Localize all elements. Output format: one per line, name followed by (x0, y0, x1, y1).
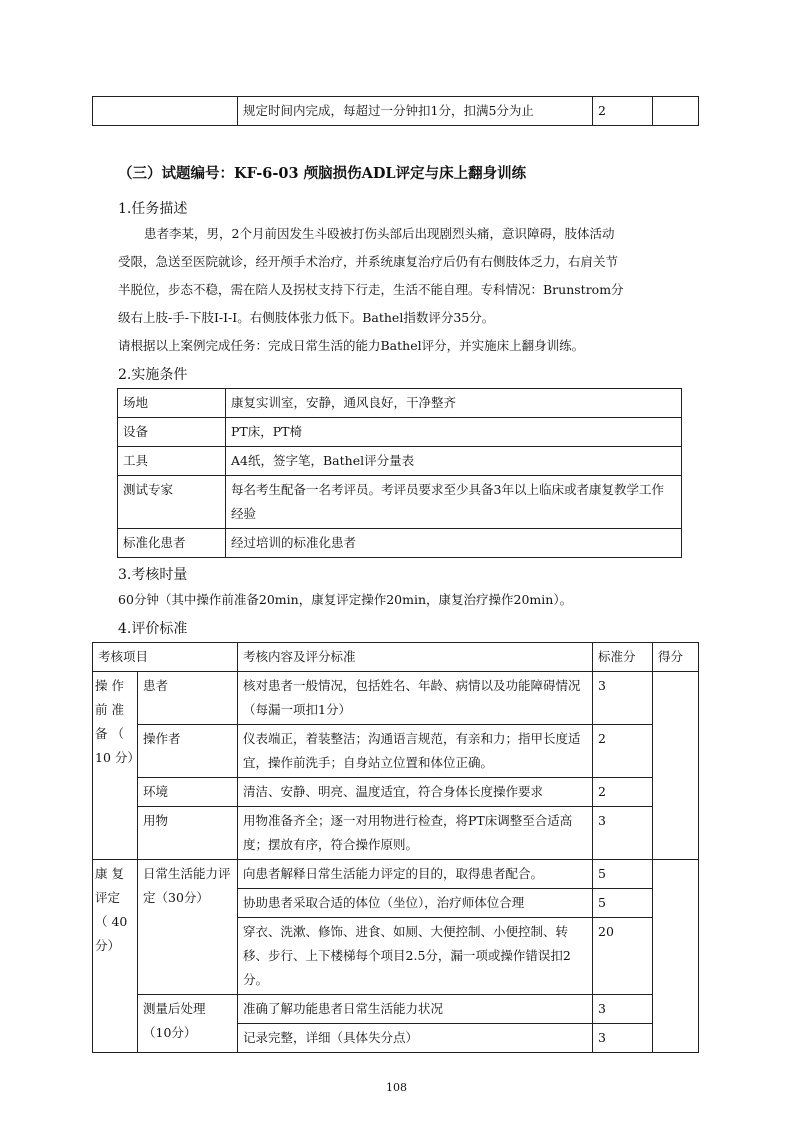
table-row (118, 418, 682, 447)
value-cell: 经过培训的标准化患者 (226, 529, 682, 558)
obtained-score-cell[interactable] (653, 860, 699, 1053)
evaluation-heading: 4.评价标准 (118, 621, 188, 637)
score-cell: 5 (593, 860, 653, 889)
task-line: 级右上肢-手-下肢Ⅰ-Ⅰ-Ⅰ。右侧肢体张力低下。Bathel指数评分35分。 (118, 310, 495, 325)
content-cell: 记录完整，详细（具体失分点） (238, 1024, 593, 1053)
score-cell: 5 (593, 889, 653, 918)
header-cell: 标准分 (593, 643, 653, 672)
duration-heading: 3.考核时量 (118, 567, 188, 583)
score-cell: 3 (593, 995, 653, 1024)
score-cell: 2 (593, 97, 653, 126)
value-cell: 康复实训室，安静，通风良好，干净整齐 (226, 389, 682, 418)
item-cell: 测量后处理（10分） (138, 995, 238, 1053)
empty-cell (93, 97, 238, 126)
content-cell: 用物准备齐全；逐一对用物进行检查，将PT床调整至合适高度；摆放有序，符合操作原则。 (238, 807, 593, 860)
header-cell: 考核项目 (93, 643, 238, 672)
value-cell: A4纸，签字笔，Bathel评分量表 (226, 447, 682, 476)
score-cell: 3 (593, 672, 653, 725)
content-cell: 核对患者一般情况，包括姓名、年龄、病情以及功能障碍情况（每漏一项扣1分） (238, 672, 593, 725)
group-cell: 操 作 前 准 备 （ 10 分） (93, 672, 138, 860)
value-cell: PT床，PT椅 (226, 418, 682, 447)
duration-text: 60分钟（其中操作前准备20min，康复评定操作20min，康复治疗操作20min）。 (118, 592, 573, 607)
content-cell: 准确了解功能患者日常生活能力状况 (238, 995, 593, 1024)
conditions-table (117, 388, 682, 558)
score-cell: 3 (593, 1024, 653, 1053)
label-cell: 测试专家 (118, 476, 226, 529)
table-row (93, 778, 699, 807)
table-row (93, 672, 699, 725)
group-cell: 康 复 评定 （ 40 分） (93, 860, 138, 1053)
page-number: 108 (386, 1081, 407, 1094)
obtained-score-cell[interactable] (653, 672, 699, 860)
label-cell: 设备 (118, 418, 226, 447)
evaluation-table (92, 642, 699, 1053)
table-row (118, 389, 682, 418)
task-line: 半脱位，步态不稳，需在陪人及拐杖支持下行走，生活不能自理。专科情况：Brunstrom分 (118, 282, 624, 297)
table-row (118, 529, 682, 558)
content-cell: 仪表端正，着装整洁；沟通语言规范，有亲和力；指甲长度适宜，操作前洗手；自身站立位置和体位正确。 (238, 725, 593, 778)
task-heading: 1.任务描述 (118, 201, 188, 217)
header-cell: 考核内容及评分标准 (238, 643, 593, 672)
label-cell: 工具 (118, 447, 226, 476)
score-cell: 20 (593, 918, 653, 995)
label-cell: 标准化患者 (118, 529, 226, 558)
task-description (118, 220, 698, 360)
header-row (93, 643, 699, 672)
section-title: （三）试题编号：KF-6-03 颅脑损伤ADL评定与床上翻身训练 (118, 165, 527, 182)
content-cell: 向患者解释日常生活能力评定的目的，取得患者配合。 (238, 860, 593, 889)
item-cell: 用物 (138, 807, 238, 860)
score-cell: 3 (593, 807, 653, 860)
item-cell: 患者 (138, 672, 238, 725)
item-cell: 日常生活能力评定（30分） (138, 860, 238, 995)
conditions-heading: 2.实施条件 (118, 367, 188, 383)
score-cell: 2 (593, 725, 653, 778)
content-cell: 规定时间内完成，每超过一分钟扣1分，扣满5分为止 (238, 97, 593, 126)
header-cell: 得分 (653, 643, 699, 672)
item-cell: 环境 (138, 778, 238, 807)
table-row (118, 447, 682, 476)
table-row (93, 807, 699, 860)
task-line: 受限，急送至医院就诊，经开颅手术治疗，并系统康复治疗后仍有右侧肢体乏力，右肩关节 (118, 254, 619, 269)
content-cell: 协助患者采取合适的体位（坐位），治疗师体位合理 (238, 889, 593, 918)
content-cell: 穿衣、洗漱、修饰、进食、如厕、大便控制、小便控制、转移、步行、上下楼梯每个项目2.5分，漏一项或操作错误扣2分。 (238, 918, 593, 995)
task-request: 请根据以上案例完成任务：完成日常生活的能力Bathel评分，并实施床上翻身训练。 (118, 338, 585, 353)
table-row (93, 725, 699, 778)
value-cell: 每名考生配备一名考评员。考评员要求至少具备3年以上临床或者康复教学工作经验 (226, 476, 682, 529)
label-cell: 场地 (118, 389, 226, 418)
item-cell: 操作者 (138, 725, 238, 778)
score-cell: 2 (593, 778, 653, 807)
content-cell: 清洁、安静、明亮、温度适宜，符合身体长度操作要求 (238, 778, 593, 807)
empty-cell (653, 97, 699, 126)
table-row (118, 476, 682, 529)
task-line: 患者李某，男，2个月前因发生斗殴被打伤头部后出现剧烈头痛，意识障碍，肢体活动 (144, 226, 615, 241)
table-row (93, 860, 699, 889)
previous-table-end (92, 96, 699, 126)
table-row (93, 995, 699, 1024)
